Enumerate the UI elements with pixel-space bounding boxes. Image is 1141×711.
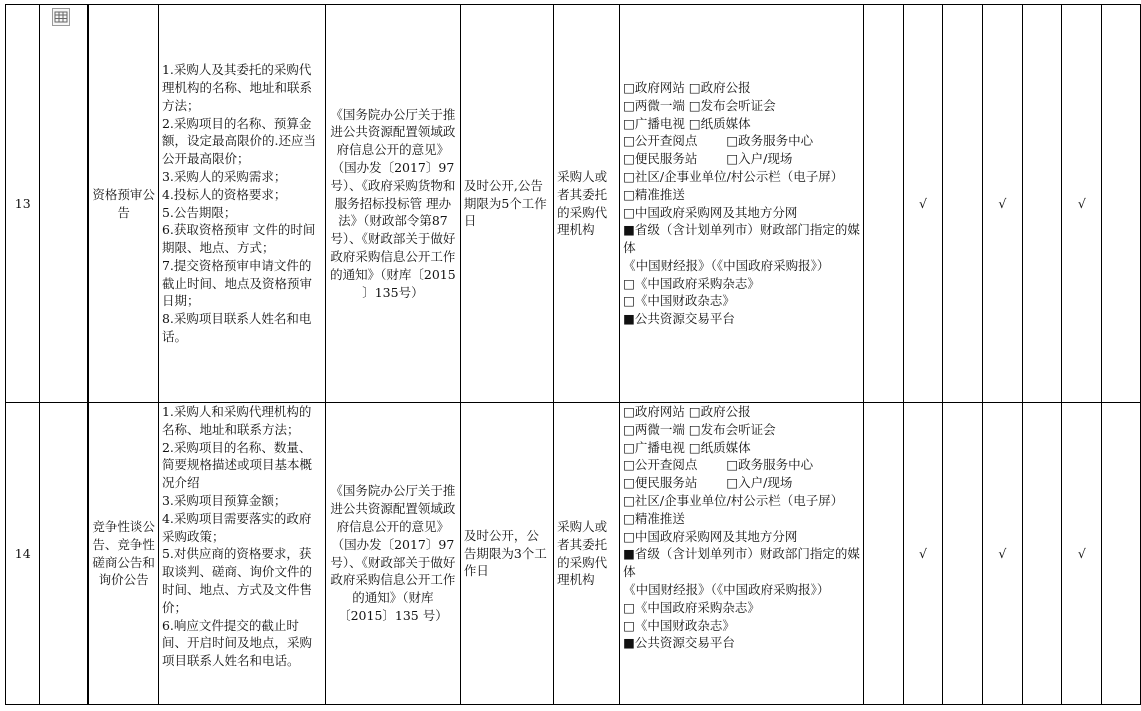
content-line: 1.采购人和采购代理机构的名称、地址和联系方法；	[161, 404, 312, 437]
channel-line: □广播电视 □纸质媒体	[623, 439, 751, 455]
channel-line: 《中国财经报》（《中国政府采购报》）	[623, 581, 830, 597]
channel-line: □便民服务站 □入户/现场	[623, 475, 793, 491]
content-cell	[158, 5, 325, 403]
content-line: 5.公告期限；	[161, 204, 237, 220]
content-line: 3.采购人的采购需求；	[161, 168, 287, 184]
channel-line: □精准推送	[623, 186, 685, 202]
check-cell	[1102, 5, 1141, 403]
check-cell: √	[982, 403, 1022, 705]
channel-line: □社区/企事业单位/村公示栏（电子屏）	[623, 168, 844, 184]
content-line: 8.采购项目联系人姓名和电话。	[161, 311, 312, 345]
item-name: 资格预审公告	[88, 5, 158, 403]
item-name: 竞争性谈公告、竞争性磋商公告和询价公告	[88, 403, 158, 705]
check-cell: √	[982, 5, 1022, 403]
content-line: 7.提交资格预审申请文件的截止时间、地点及资格预审日期；	[161, 257, 312, 309]
channel-line: □便民服务站 □入户/现场	[623, 151, 793, 167]
check-cell	[1102, 403, 1141, 705]
content-line: 4.采购项目需要落实的政府采购政策；	[161, 510, 312, 544]
content-line: 3.采购项目预算金额；	[161, 492, 287, 508]
row-number: 13	[6, 5, 40, 403]
gutter-cell	[40, 5, 88, 403]
content-line: 5.对供应商的资格要求，获取谈判、磋商、询价文件的时间、地点、方式及文件售价；	[161, 546, 312, 615]
check-cell	[1022, 403, 1062, 705]
check-cell	[943, 5, 983, 403]
channel-line: ■省级（含计划单列市）财政部门指定的媒体	[623, 546, 860, 580]
content-line: 2.采购项目的名称、预算金额，设定最高限价的.还应当公开最高限价；	[161, 115, 316, 167]
channel-line: 《中国财经报》（《中国政府采购报》）	[623, 257, 830, 273]
basis-cell: 《国务院办公厅关于推进公共资源配置领域政府信息公开的意见》（国办发〔2017〕97号）、《政府采购货物和服务招标投标管 理办法》（财政部令第87号）、《财政部关于做好政府采购信息公开工作的通知》（财库〔2015 〕135号）	[326, 5, 461, 403]
table-row	[6, 403, 1141, 705]
channel-line: ■公共资源交易平台	[623, 311, 735, 327]
channel-line: □两微一端 □发布会听证会	[623, 421, 776, 437]
content-line: 6.响应文件提交的截止时间、开启时间及地点，采购项目联系人姓名和电话。	[161, 617, 312, 669]
channel-line: □中国政府采购网及其地方分网	[623, 204, 798, 220]
content-line: 2.采购项目的名称、数量、简要规格描述或项目基本概况介绍	[161, 439, 312, 491]
subject-cell: 采购人或者其委托的采购代理机构	[554, 403, 620, 705]
channel-line: □《中国财政杂志》	[623, 293, 735, 309]
basis-cell: 《国务院办公厅关于推进公共资源配置领域政府信息公开的意见》（国办发〔2017〕97号）、《财政部关于做好政府采购信息公开工作的通知》（财库〔2015〕135 号）	[326, 403, 461, 705]
check-cell: √	[1062, 5, 1102, 403]
channels-cell	[620, 5, 864, 403]
channel-line: □《中国政府采购杂志》	[623, 599, 760, 615]
row-number: 14	[6, 403, 40, 705]
check-cell	[863, 403, 903, 705]
channel-line: □政府网站 □政府公报	[623, 404, 751, 419]
channel-line: □中国政府采购网及其地方分网	[623, 528, 798, 544]
channels-cell	[620, 403, 864, 705]
content-line: 1.采购人及其委托的采购代理机构的名称、地址和联系方法；	[161, 62, 312, 113]
time-cell: 及时公开，公告期限为3个工作日	[460, 403, 553, 705]
gutter-cell	[40, 403, 88, 705]
channel-line: □《中国财政杂志》	[623, 617, 735, 633]
check-cell: √	[903, 403, 943, 705]
channel-line: □两微一端 □发布会听证会	[623, 97, 776, 113]
table-row	[6, 5, 1141, 403]
channel-line: □精准推送	[623, 510, 685, 526]
disclosure-table	[5, 4, 1141, 705]
check-cell: √	[903, 5, 943, 403]
channel-line: □政府网站 □政府公报	[623, 79, 751, 95]
channel-line: □社区/企事业单位/村公示栏（电子屏）	[623, 492, 844, 508]
check-cell	[863, 5, 903, 403]
check-cell	[1022, 5, 1062, 403]
channel-line: ■省级（含计划单列市）财政部门指定的媒体	[623, 222, 860, 256]
subject-cell: 采购人或者其委托的采购代理机构	[554, 5, 620, 403]
channel-line: □公开查阅点 □政务服务中心	[623, 457, 814, 473]
content-cell	[158, 403, 325, 705]
channel-line: □广播电视 □纸质媒体	[623, 115, 751, 131]
channel-line: □《中国政府采购杂志》	[623, 275, 760, 291]
channel-line: □公开查阅点 □政务服务中心	[623, 133, 814, 149]
check-cell: √	[1062, 403, 1102, 705]
content-line: 4.投标人的资格要求；	[161, 186, 287, 202]
check-cell	[943, 403, 983, 705]
content-line: 6.获取资格预审 文件的时间期限、地点、方式；	[161, 222, 316, 256]
channel-line: ■公共资源交易平台	[623, 635, 735, 651]
time-cell: 及时公开,公告期限为5个工作日	[460, 5, 553, 403]
